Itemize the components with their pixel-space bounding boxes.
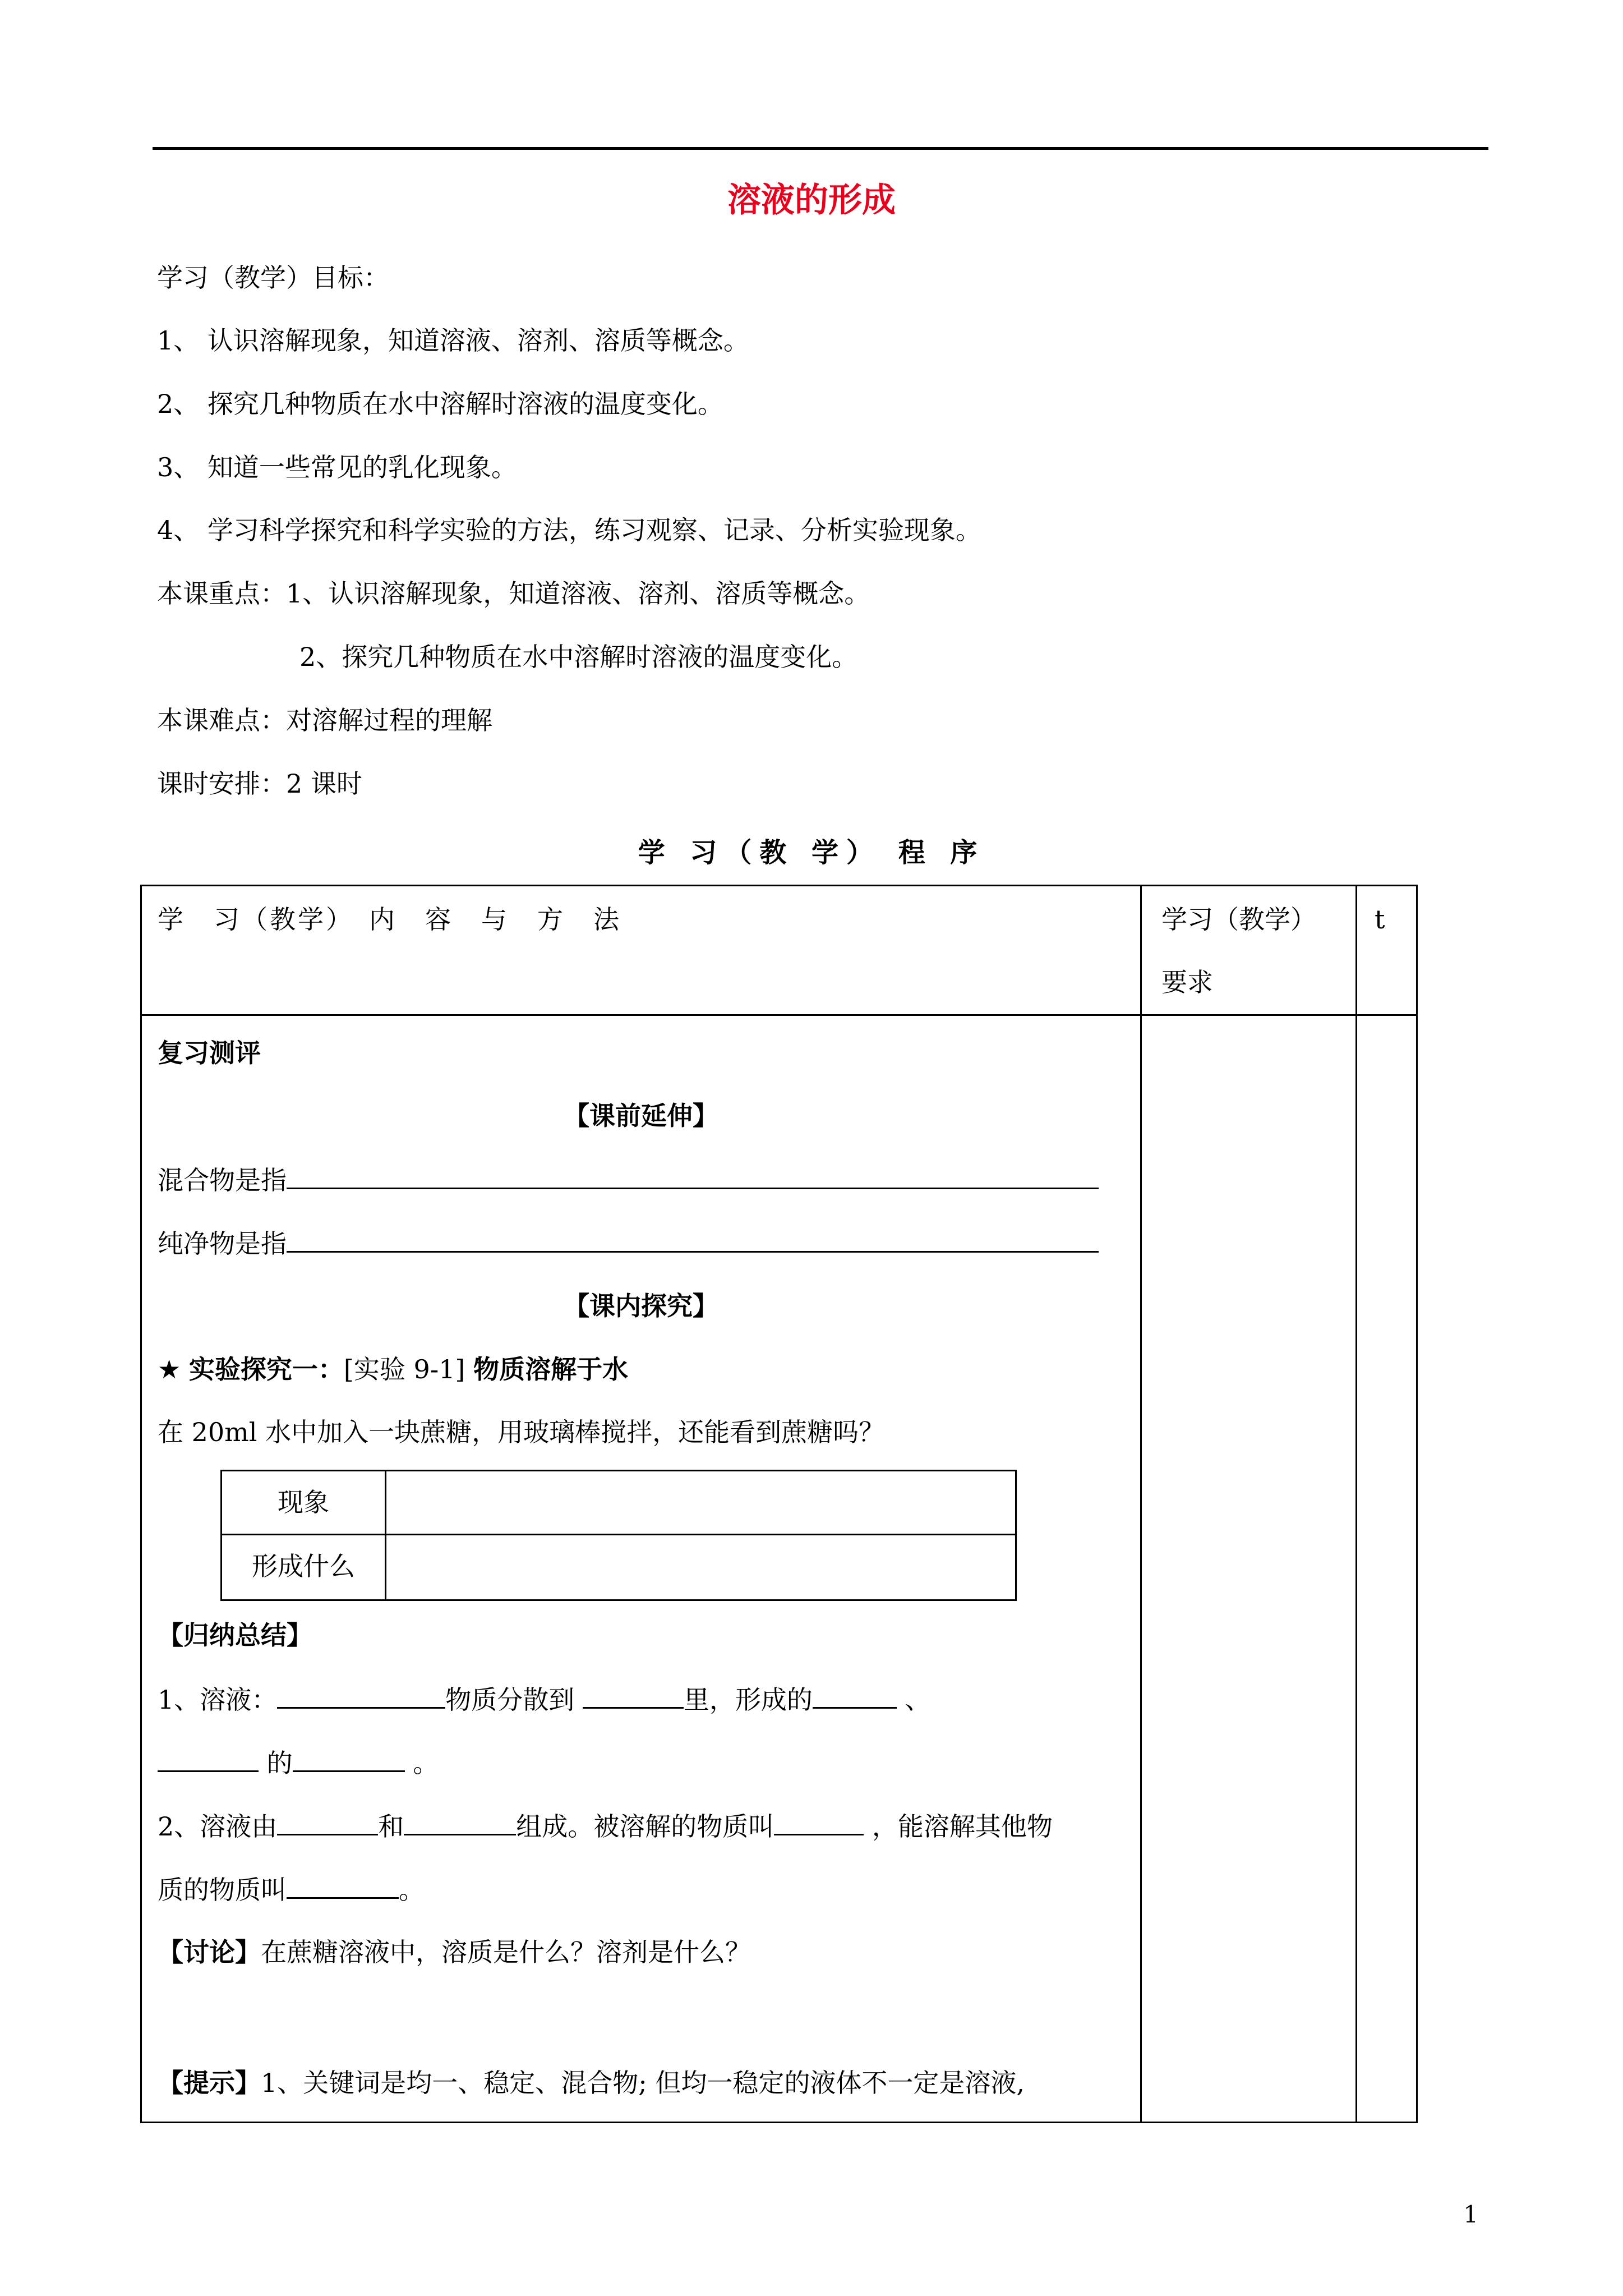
header-requirement-line1: 学习（教学） — [1161, 904, 1316, 935]
s1-text-c: 里，形成的 — [683, 1685, 813, 1715]
discussion — [158, 1932, 751, 1972]
s2-blank-3[interactable] — [774, 1806, 864, 1835]
observation-cell[interactable] — [396, 1477, 1002, 1527]
experiment-question: 在 20ml 水中加入一块蔗糖，用玻璃棒搅拌，还能看到蔗糖吗？ — [158, 1417, 885, 1447]
objectives-heading: 学习（教学）目标： — [157, 263, 389, 293]
header-time: t — [1375, 904, 1385, 935]
discussion-text: 在蔗糖溶液中，溶质是什么？溶剂是什么？ — [261, 1937, 751, 1967]
s2-blank-1[interactable] — [277, 1806, 378, 1835]
hint-text: 1、关键词是均一、稳定、混合物; 但均一稳定的液体不一定是溶液, — [261, 2068, 1025, 2098]
preclass-heading: 【课前延伸】 — [564, 1101, 718, 1131]
procedure-table — [140, 885, 1418, 2123]
s2-text-a: 2、溶液由 — [158, 1811, 278, 1842]
table-header-divider — [142, 1014, 1416, 1016]
hint-label: 【提示】 — [158, 2068, 261, 2098]
page-title: 溶液的形成 — [727, 181, 896, 220]
s1-blank-1[interactable] — [277, 1679, 445, 1709]
s1-text-e: 的 — [259, 1748, 293, 1778]
summary-item-2 — [158, 1806, 1053, 1846]
discussion-label: 【讨论】 — [158, 1937, 261, 1967]
s2-text-b: 和 — [378, 1811, 404, 1842]
page-number: 1 — [1463, 2201, 1478, 2228]
star-icon: ★ — [158, 1354, 181, 1384]
s1-text-b: 物质分散到 — [445, 1685, 583, 1715]
summary-item-1 — [158, 1679, 931, 1719]
s1-label: 1、溶液： — [158, 1685, 278, 1715]
objective-4: 4、 学习科学探究和科学实验的方法，练习观察、记录、分析实验现象。 — [157, 515, 981, 545]
s2-text-d: ，能溶解其他物 — [872, 1811, 1053, 1842]
s2-text-f: 。 — [399, 1875, 425, 1905]
observation-table-divider — [385, 1471, 386, 1599]
key-points-2: 2、探究几种物质在水中溶解时溶液的温度变化。 — [299, 642, 858, 672]
s2-text-e: 质的物质叫 — [158, 1875, 287, 1905]
observation-table-row-divider — [222, 1534, 1015, 1535]
s2-text-c: 组成。被溶解的物质叫 — [516, 1811, 774, 1842]
objective-1: 1、 认识溶解现象，知道溶液、溶剂、溶质等概念。 — [157, 325, 749, 356]
difficulty: 本课难点：对溶解过程的理解 — [157, 705, 492, 735]
review-label: 复习测评 — [158, 1038, 261, 1068]
inclass-heading: 【课内探究】 — [564, 1291, 718, 1321]
experiment-ref: [实验 9-1] — [343, 1354, 465, 1384]
s2-blank-2[interactable] — [404, 1806, 516, 1835]
mixture-question — [158, 1159, 1099, 1200]
pure-answer-blank[interactable] — [287, 1223, 1099, 1253]
header-requirement-line2: 要求 — [1161, 967, 1213, 997]
experiment-topic: 物质溶解于水 — [473, 1354, 629, 1384]
s1-text-f: 。 — [404, 1748, 439, 1778]
formation-row-label: 形成什么 — [252, 1551, 355, 1581]
s1-text-d: 、 — [896, 1685, 931, 1715]
experiment-title — [158, 1350, 628, 1389]
table-divider-col2 — [1140, 886, 1142, 2122]
summary-item-2-cont — [158, 1869, 425, 1910]
experiment-label: 实验探究一： — [188, 1354, 344, 1384]
formation-cell[interactable] — [396, 1541, 1002, 1591]
pure-label: 纯净物是指 — [158, 1228, 287, 1259]
summary-item-1-cont — [158, 1742, 439, 1783]
s1-blank-4[interactable] — [158, 1742, 259, 1772]
hint — [158, 2063, 1025, 2102]
mixture-answer-blank[interactable] — [287, 1159, 1099, 1189]
mixture-label: 混合物是指 — [158, 1165, 287, 1195]
procedure-title: 学 习（教 学） 程 序 — [638, 837, 985, 868]
s1-blank-5[interactable] — [293, 1742, 405, 1772]
observation-table — [220, 1470, 1017, 1601]
s1-blank-3[interactable] — [813, 1679, 897, 1709]
observation-row-label: 现象 — [278, 1487, 329, 1517]
objective-2: 2、 探究几种物质在水中溶解时溶液的温度变化。 — [157, 389, 723, 419]
header-rule — [153, 147, 1488, 150]
s1-blank-2[interactable] — [583, 1679, 684, 1709]
s2-blank-4[interactable] — [287, 1869, 399, 1899]
summary-heading: 【归纳总结】 — [158, 1620, 312, 1650]
key-points-1: 本课重点：1、认识溶解现象，知道溶液、溶剂、溶质等概念。 — [157, 578, 870, 609]
header-content-method: 学 习（教学） 内 容 与 方 法 — [158, 904, 621, 935]
objective-3: 3、 知道一些常见的乳化现象。 — [157, 452, 517, 482]
pure-question — [158, 1223, 1099, 1263]
table-divider-col3 — [1355, 886, 1357, 2122]
schedule: 课时安排：2 课时 — [157, 769, 362, 799]
